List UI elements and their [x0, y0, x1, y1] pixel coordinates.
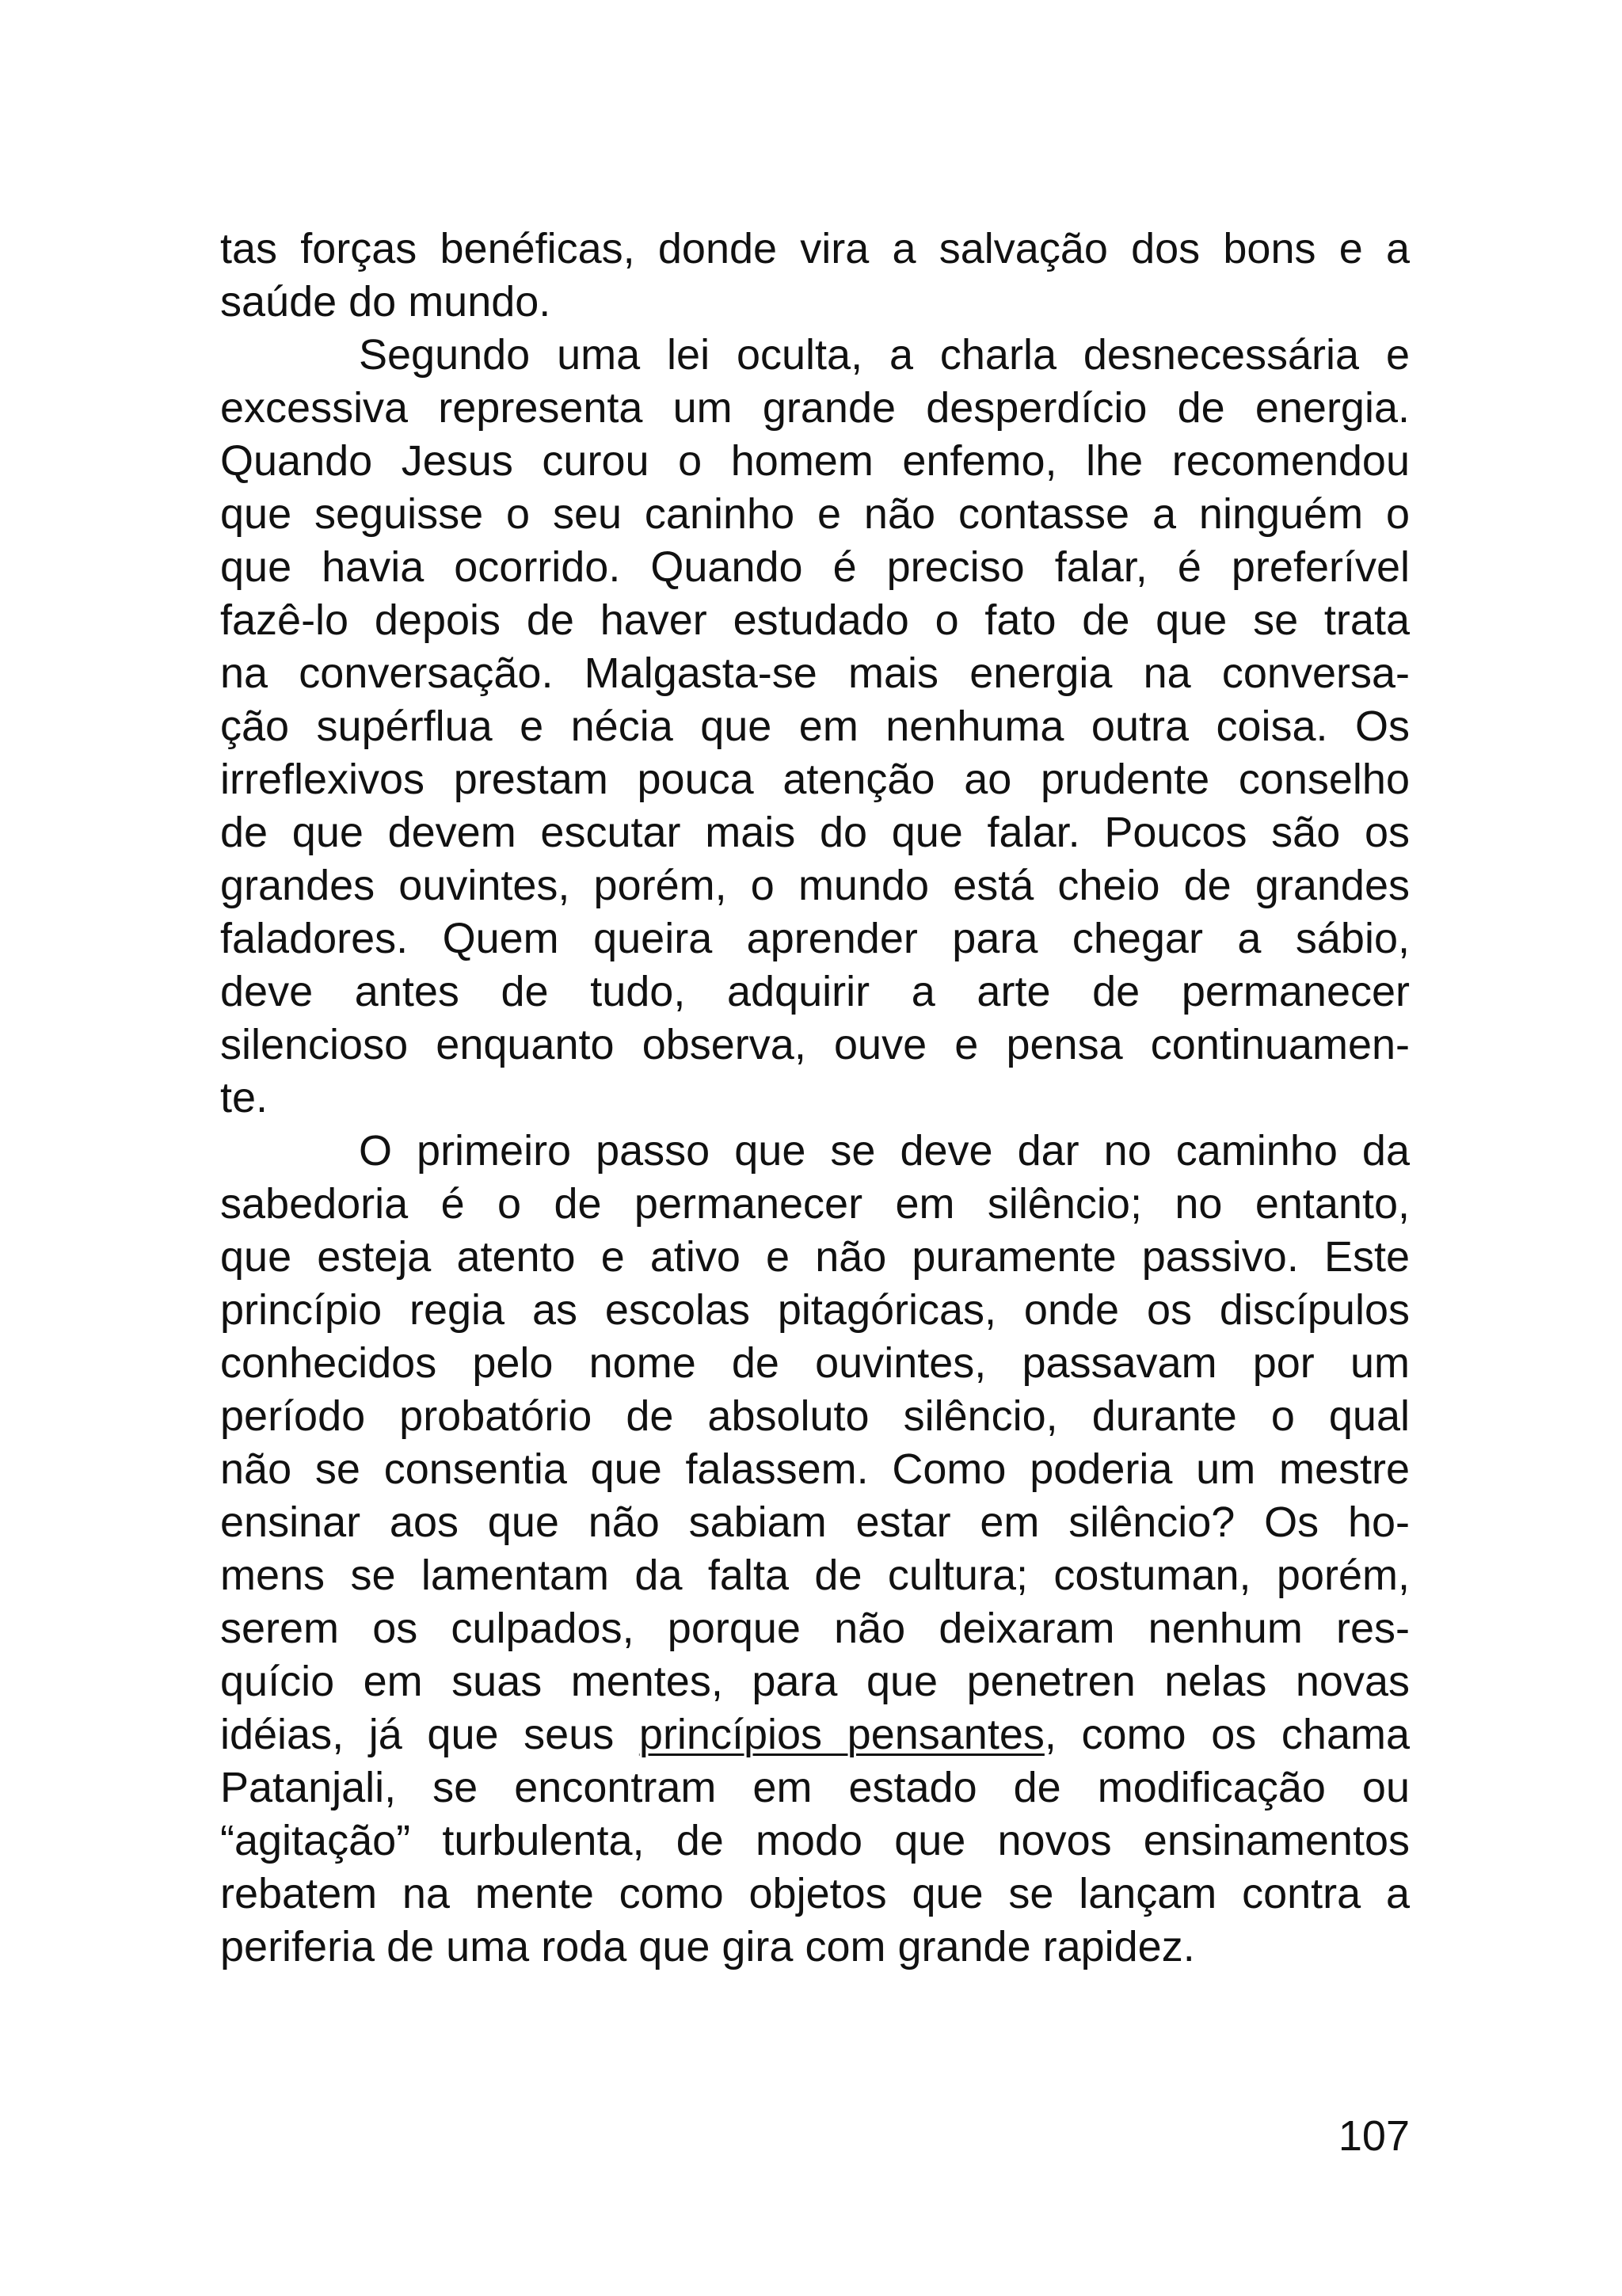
text-fragment: , como os chama: [1044, 1711, 1411, 1758]
text-line: fazê-lo depois de haver estudado o fato de que se trata: [220, 596, 1410, 644]
page-number: 107: [1338, 2112, 1410, 2160]
text-line: mens se lamentam da falta de cultura; costuman, porém,: [220, 1552, 1410, 1599]
text-line: periferia de uma roda que gira com grande rapidez.: [220, 1923, 1195, 1970]
text-line: princípio regia as escolas pitagóricas, onde os discípulos: [220, 1286, 1410, 1334]
text-line: grandes ouvintes, porém, o mundo está cheio de grandes: [220, 862, 1410, 909]
text-line: que seguisse o seu caninho e não contasse a ninguém o: [220, 490, 1410, 538]
text-line: rebatem na mente como objetos que se lançam contra a: [220, 1870, 1410, 1917]
text-line: Segundo uma lei oculta, a charla desnecessária e: [359, 331, 1410, 379]
text-line: não se consentia que falassem. Como poderia um mestre: [220, 1445, 1410, 1493]
text-line: irreflexivos prestam pouca atenção ao prudente conselho: [220, 756, 1410, 803]
text-line: saúde do mundo.: [220, 278, 551, 326]
text-line: deve antes de tudo, adquirir a arte de permanecer: [220, 968, 1410, 1015]
text-line: [220, 1708, 1410, 1761]
text-line: tas forças benéficas, donde vira a salvação dos bons e a: [220, 225, 1410, 272]
text-line: quício em suas mentes, para que penetren nelas novas: [220, 1658, 1410, 1705]
text-line: sabedoria é o de permanecer em silêncio; no entanto,: [220, 1180, 1410, 1228]
text-line: período probatório de absoluto silêncio, durante o qual: [220, 1392, 1410, 1440]
text-line: Patanjali, se encontram em estado de modificação ou: [220, 1764, 1410, 1811]
text-line: que esteja atento e ativo e não puramente passivo. Este: [220, 1233, 1410, 1281]
text-line: silencioso enquanto observa, ouve e pensa continuamen-: [220, 1021, 1410, 1068]
text-line: “agitação” turbulenta, de modo que novos ensinamentos: [220, 1817, 1410, 1864]
text-line: Quando Jesus curou o homem enfemo, lhe recomendou: [220, 437, 1410, 485]
text-line: que havia ocorrido. Quando é preciso falar, é preferível: [220, 543, 1410, 591]
text-line: ção supérflua e nécia que em nenhuma outra coisa. Os: [220, 703, 1410, 750]
text-line: serem os culpados, porque não deixaram nenhum res-: [220, 1605, 1410, 1652]
text-line: faladores. Quem queira aprender para chegar a sábio,: [220, 915, 1410, 962]
text-fragment: idéias, já que seus: [220, 1711, 639, 1758]
text-line: de que devem escutar mais do que falar. Poucos são os: [220, 809, 1410, 856]
text-line: O primeiro passo que se deve dar no caminho da: [359, 1127, 1410, 1175]
underlined-term: princípios pensantes: [638, 1711, 1045, 1758]
text-line: te.: [220, 1074, 268, 1121]
text-line: na conversação. Malgasta-se mais energia na conversa-: [220, 649, 1410, 697]
body-text: [220, 223, 1410, 1974]
text-line: conhecidos pelo nome de ouvintes, passavam por um: [220, 1339, 1410, 1387]
text-line: ensinar aos que não sabiam estar em silêncio? Os ho-: [220, 1498, 1410, 1546]
text-line: excessiva representa um grande desperdício de energia.: [220, 384, 1410, 432]
